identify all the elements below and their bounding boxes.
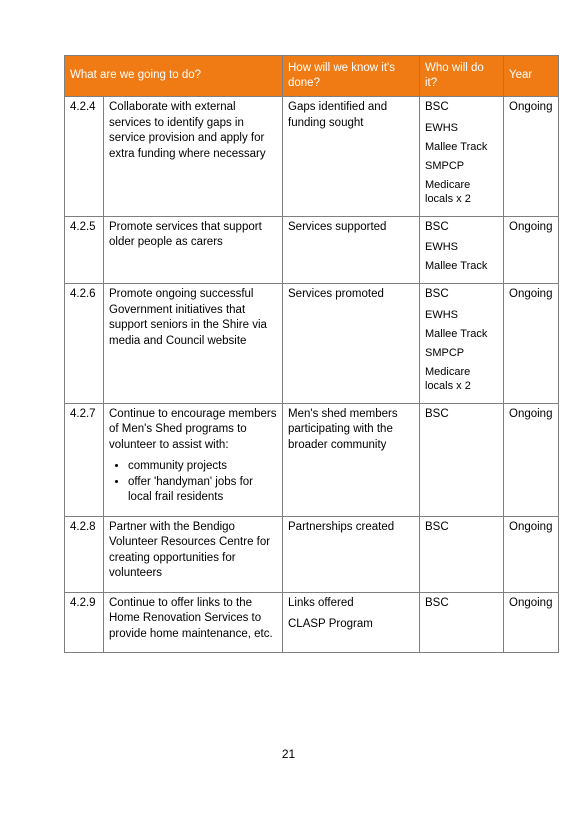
measure-text: Services supported [288,220,387,233]
measure-cell [283,97,420,217]
responsible-party: Mallee Track [425,140,488,153]
responsible-party: BSC [425,407,449,420]
measure-text: Services promoted [288,288,384,300]
measure-cell [283,216,420,284]
table-row [65,97,559,217]
action-text: Continue to offer links to the Home Renovation Services to provide home maintenance, etc. [109,596,273,640]
measure-text: CLASP Program [288,618,373,630]
header-how: How will we know it's done? [283,56,420,97]
row-number: 4.2.7 [65,403,104,516]
responsible-party: EWHS [425,121,458,134]
measure-text: Links offered [288,596,354,609]
year-cell: Ongoing [504,97,559,217]
responsible-party: Mallee Track [425,260,488,272]
table-row [65,216,559,284]
row-number: 4.2.9 [65,592,104,653]
responsible-party: SMPCP [425,346,465,359]
year-cell: Ongoing [504,592,559,653]
action-text: Promote services that support older people as carers [109,220,262,248]
table-body [65,97,559,653]
measure-text: Gaps identified and funding sought [288,101,388,129]
header-who: Who will do it? [420,56,504,97]
action-bullet-item: • community projects [128,459,277,475]
action-text: Continue to encourage members of Men's Shed programs to volunteer to assist with: [109,407,277,451]
measure-text: Partnerships created [288,520,395,533]
responsible-cell [420,516,504,592]
responsible-party: Mallee Track [425,327,488,340]
header-year: Year [504,56,559,97]
responsible-party: SMPCP [425,159,465,172]
measure-cell [283,516,420,592]
responsible-party: Medicare locals x 2 [425,365,471,392]
header-what: What are we going to do? [65,56,283,97]
responsible-party: Medicare locals x 2 [425,178,471,205]
responsible-party: BSC [425,520,449,533]
row-number: 4.2.8 [65,516,104,592]
action-cell [104,284,283,404]
responsible-cell [420,216,504,284]
row-number: 4.2.5 [65,216,104,284]
responsible-party: BSC [425,288,449,300]
table-row [65,284,559,404]
responsible-party: EWHS [425,308,458,321]
action-cell [104,516,283,592]
table-row [65,592,559,653]
page-number: 21 [281,747,296,761]
row-number: 4.2.6 [65,284,104,404]
year-cell: Ongoing [504,216,559,284]
action-text: Partner with the Bendigo Volunteer Resources Centre for creating opportunities for volunteers [109,520,271,579]
responsible-party: BSC [425,220,449,233]
responsible-party: BSC [425,596,449,609]
action-text: Collaborate with external services to identify gaps in service provision and apply for extra funding where necessary [109,101,266,160]
action-text: Promote ongoing successful Government initiatives that support seniors in the Shire via media and Council website [109,288,267,347]
action-bullet-item: • offer 'handyman' jobs for local frail residents [128,475,277,506]
table-header-row [65,56,559,97]
responsible-party: BSC [425,101,449,113]
measure-text: Men's shed members participating with the broader community [288,407,398,451]
table-row [65,403,559,516]
responsible-cell [420,284,504,404]
action-bullet-list [109,459,277,506]
year-cell: Ongoing [504,516,559,592]
measure-cell [283,403,420,516]
responsible-cell [420,97,504,217]
responsible-cell [420,403,504,516]
year-cell: Ongoing [504,403,559,516]
responsible-party: EWHS [425,241,458,253]
action-cell [104,403,283,516]
measure-cell [283,592,420,653]
year-cell: Ongoing [504,284,559,404]
action-cell [104,592,283,653]
row-number: 4.2.4 [65,97,104,217]
measure-cell [283,284,420,404]
responsible-cell [420,592,504,653]
table-row [65,516,559,592]
action-cell [104,97,283,217]
action-plan-table [64,55,559,653]
action-cell [104,216,283,284]
